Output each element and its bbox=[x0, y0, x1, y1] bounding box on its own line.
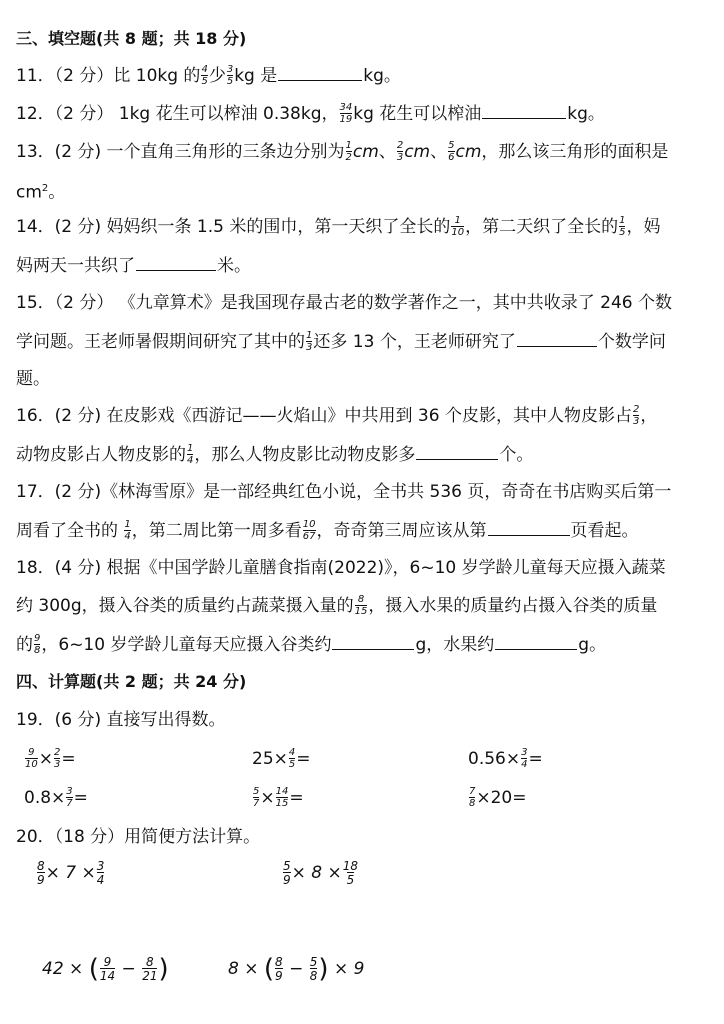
q20-e2-frac-a bbox=[283, 860, 291, 886]
q15-line2-text: 学问题。王老师暑假期间研究了其中的 bbox=[16, 332, 305, 352]
q20-expr-2 bbox=[282, 860, 359, 886]
question-16-line-2 bbox=[16, 443, 533, 466]
q19-e3-eq: = bbox=[528, 749, 543, 769]
q19-e1-op: × bbox=[38, 749, 53, 769]
q12-fraction bbox=[340, 103, 353, 125]
q20-e4-pre: 8 × bbox=[228, 959, 259, 979]
q20-expr-1 bbox=[36, 860, 105, 886]
question-18 bbox=[16, 557, 666, 579]
q19-e3-num: 3 bbox=[521, 747, 528, 758]
question-15-line-2 bbox=[16, 330, 666, 353]
q17-line2-tail: 页看起。 bbox=[570, 521, 639, 541]
q20-e3-op: − bbox=[121, 959, 136, 979]
q19-e1-a-den: 10 bbox=[25, 759, 38, 770]
q19-e5-a-den: 7 bbox=[253, 798, 260, 809]
q20-e3-pre: 42 × bbox=[42, 959, 84, 979]
q19-e3-pre: 0.56× bbox=[468, 749, 521, 769]
q20-e2-b-den: 5 bbox=[346, 873, 355, 887]
q19-e1-frac-b bbox=[54, 748, 60, 770]
q12-text-pre: 12．（2 分） 1kg 花生可以榨油 0.38kg， bbox=[16, 104, 339, 124]
q11-fraction-1 bbox=[201, 65, 207, 87]
q11-text-pre: 11．（2 分）比 10kg 的 bbox=[16, 66, 201, 86]
q19-e4-den: 7 bbox=[66, 798, 73, 809]
q18-line3-mid: ，6~10 岁学龄儿童每天应摄入谷类约 bbox=[41, 635, 332, 655]
q14-line2-tail: 米。 bbox=[217, 256, 251, 276]
q16-fraction-1 bbox=[633, 405, 639, 427]
q20-expr-4 bbox=[228, 954, 364, 984]
q19-e1-b-num: 2 bbox=[53, 747, 61, 758]
q14-line2-text: 妈两天一共织了 bbox=[16, 256, 135, 276]
q20-e2-a-num: 5 bbox=[283, 859, 291, 873]
q15-f-num: 1 bbox=[306, 330, 313, 341]
q15-line2-mid: 还多 13 个，王老师研究了 bbox=[313, 332, 516, 352]
q20-e1-frac-b bbox=[97, 860, 105, 886]
question-19-title: 19．(6 分) 直接写出得数。 bbox=[16, 710, 226, 730]
q19-e6-post: ×20= bbox=[476, 788, 527, 808]
question-11 bbox=[16, 64, 401, 87]
q12-answer-blank[interactable] bbox=[482, 102, 566, 119]
question-18-line-3 bbox=[16, 633, 606, 656]
q17-f2-num: 10 bbox=[302, 519, 316, 530]
q18-answer-blank-1[interactable] bbox=[332, 633, 414, 650]
q18-line3-tail: g。 bbox=[578, 635, 607, 655]
q19-e6-den: 8 bbox=[469, 798, 476, 809]
q13-sep-1: 、 bbox=[378, 142, 396, 162]
question-16 bbox=[16, 405, 657, 427]
q11-text-mid: 少 bbox=[208, 66, 226, 86]
q14-text-post: ，妈 bbox=[626, 217, 661, 237]
q18-f2-num: 9 bbox=[34, 633, 41, 644]
q18-f1-den: 15 bbox=[354, 606, 368, 617]
q20-e1-mid: × 7 × bbox=[45, 863, 96, 883]
q13-area-unit: cm bbox=[16, 182, 42, 203]
q20-e4-op: − bbox=[289, 959, 304, 979]
q17-line2-mid2: ，奇奇第三周应该从第 bbox=[316, 521, 487, 541]
q13-sep-2: 、 bbox=[430, 142, 448, 162]
q14-f1-den: 10 bbox=[451, 227, 465, 238]
q14-f1-num: 1 bbox=[454, 215, 461, 226]
q15-f-den: 3 bbox=[306, 342, 313, 353]
q20-e2-mid: × 8 × bbox=[291, 863, 342, 883]
question-13-line-2 bbox=[16, 178, 65, 204]
q13-b-num: 2 bbox=[396, 140, 404, 151]
q18-f1-num: 8 bbox=[357, 594, 365, 605]
q15-answer-blank[interactable] bbox=[517, 330, 597, 347]
q19-expr-4 bbox=[24, 787, 88, 809]
q17-line2-mid: ，第二周比第一周多看 bbox=[131, 521, 302, 541]
q19-e5-frac-b bbox=[276, 787, 289, 809]
q17-f1-den: 4 bbox=[124, 531, 131, 542]
q13-fraction-c bbox=[448, 141, 454, 163]
q12-text-tail: kg。 bbox=[567, 104, 605, 124]
q20-e1-b-den: 4 bbox=[96, 873, 105, 887]
q20-e3-a-den: 14 bbox=[99, 969, 116, 983]
q19-e6-num: 7 bbox=[469, 786, 476, 797]
q19-e1-eq: = bbox=[61, 749, 76, 769]
q18-fraction-1 bbox=[355, 595, 368, 617]
q11-f2-num: 3 bbox=[226, 64, 234, 75]
q12-text-post: kg 花生可以榨油 bbox=[353, 104, 482, 124]
q19-e5-eq: = bbox=[289, 788, 304, 808]
q14-text-pre: 14．(2 分) 妈妈织一条 1.5 米的围巾，第一天织了全长的 bbox=[16, 217, 451, 237]
q13-text-pre: 13．(2 分) 一个直角三角形的三条边分别为 bbox=[16, 142, 345, 162]
q17-fraction-1 bbox=[124, 520, 130, 542]
q16-line2-mid: ，那么人物皮影比动物皮影多 bbox=[194, 445, 416, 465]
q13-area-sup: 2 bbox=[41, 183, 49, 194]
q16-line1-tail: ， bbox=[640, 406, 658, 426]
q12-f-den: 19 bbox=[339, 114, 353, 125]
q13-fraction-a bbox=[346, 141, 352, 163]
q20-e3-frac-b bbox=[142, 956, 157, 982]
q16-line2-text: 动物皮影占人物皮影的 bbox=[16, 445, 186, 465]
q13-unit-c: cm bbox=[455, 142, 482, 162]
q20-e1-b-num: 3 bbox=[96, 859, 105, 873]
question-20-title: 20．（18 分）用简便方法计算。 bbox=[16, 827, 261, 847]
q18-f2-den: 8 bbox=[34, 645, 41, 656]
q19-e5-a-num: 5 bbox=[253, 786, 260, 797]
q15-line2-tail: 个数学问 bbox=[597, 332, 666, 352]
q20-e3-b-num: 8 bbox=[146, 955, 154, 969]
q19-expr-6 bbox=[468, 787, 527, 809]
q18-line2-tail: ，摄入水果的质量约占摄入谷类的质量 bbox=[368, 596, 658, 616]
q11-f2-den: 5 bbox=[226, 76, 234, 87]
question-18-line-2 bbox=[16, 595, 657, 617]
q18-line2-text: 约 300g，摄入谷类的质量约占蔬菜摄入量的 bbox=[16, 596, 354, 616]
q16-f1-den: 3 bbox=[632, 416, 640, 427]
question-17-line-2 bbox=[16, 519, 639, 542]
q19-e3-den: 4 bbox=[521, 759, 528, 770]
q14-f2-den: 5 bbox=[619, 227, 626, 238]
q13-c-den: 6 bbox=[448, 152, 455, 163]
q14-fraction-2 bbox=[619, 216, 625, 238]
q17-fraction-2 bbox=[303, 520, 316, 542]
q20-e3-frac-a bbox=[100, 956, 115, 982]
q20-e4-post: × 9 bbox=[333, 959, 365, 979]
q17-line1: 17．(2 分)《林海雪原》是一部经典红色小说，全书共 536 页，奇奇在书店购买后第一 bbox=[16, 482, 672, 502]
q17-answer-blank[interactable] bbox=[488, 519, 570, 536]
q16-line1-text: 16．(2 分) 在皮影戏《西游记——火焰山》中共用到 36 个皮影，其中人物皮影占 bbox=[16, 406, 632, 426]
q13-end: 。 bbox=[48, 182, 66, 203]
q14-answer-blank[interactable] bbox=[136, 254, 216, 271]
q16-fraction-2 bbox=[187, 444, 193, 466]
q11-f1-den: 5 bbox=[201, 76, 208, 87]
question-13 bbox=[16, 141, 668, 163]
q20-e3-b-den: 21 bbox=[142, 969, 158, 983]
q19-expr-5 bbox=[252, 787, 304, 809]
q20-e4-frac-b bbox=[310, 956, 318, 982]
q18-fraction-2 bbox=[34, 634, 40, 656]
q12-f-num: 34 bbox=[339, 102, 353, 113]
question-14-line-2 bbox=[16, 254, 251, 277]
q20-e2-a-den: 9 bbox=[283, 873, 291, 887]
q13-text-post: ，那么该三角形的面积是 bbox=[481, 142, 669, 162]
q13-a-den: 2 bbox=[345, 152, 352, 163]
q19-e2-frac bbox=[289, 748, 295, 770]
q13-b-den: 3 bbox=[396, 152, 404, 163]
q19-e5-b-num: 14 bbox=[275, 786, 289, 797]
q14-text-mid: ，第二天织了全长的 bbox=[465, 217, 619, 237]
q15-line1: 15．（2 分） 《九章算术》是我国现存最古老的数学著作之一，其中共收录了 246 个数 bbox=[16, 293, 673, 313]
q19-e3-frac bbox=[521, 748, 527, 770]
q19-e4-eq: = bbox=[73, 788, 88, 808]
q19-expr-2 bbox=[252, 748, 311, 770]
q20-e2-b-num: 18 bbox=[342, 859, 359, 873]
q19-e4-num: 3 bbox=[66, 786, 73, 797]
q13-unit-b: cm bbox=[404, 142, 431, 162]
q20-e4-left-paren: ( bbox=[263, 954, 275, 984]
question-15 bbox=[16, 292, 672, 314]
q20-e1-a-den: 9 bbox=[37, 873, 45, 887]
q19-e1-frac-a bbox=[25, 748, 38, 770]
q19-e5-frac-a bbox=[253, 787, 259, 809]
q18-line3-text: 的 bbox=[16, 635, 33, 655]
q19-e2-num: 4 bbox=[288, 747, 296, 758]
q20-e3-left-paren: ( bbox=[88, 954, 99, 984]
q19-e2-den: 5 bbox=[288, 759, 296, 770]
q19-e5-op: × bbox=[260, 788, 275, 808]
q17-line2-text: 周看了全书的 bbox=[16, 521, 124, 541]
q18-line1: 18．(4 分) 根据《中国学龄儿童膳食指南(2022)》，6~10 岁学龄儿童每天应摄入蔬菜 bbox=[16, 558, 666, 578]
q18-answer-blank-2[interactable] bbox=[495, 633, 577, 650]
q18-line3-mid2: g，水果约 bbox=[415, 635, 495, 655]
section-4-title: 四、计算题(共 2 题；共 24 分) bbox=[16, 672, 247, 691]
q20-e2-frac-b bbox=[343, 860, 358, 886]
question-14 bbox=[16, 216, 660, 238]
q14-f2-num: 1 bbox=[619, 215, 626, 226]
q11-fraction-2 bbox=[227, 65, 233, 87]
question-17 bbox=[16, 481, 671, 503]
q20-e1-a-num: 8 bbox=[37, 859, 45, 873]
q20-e4-a-num: 8 bbox=[275, 955, 283, 969]
q20-e1-frac-a bbox=[37, 860, 45, 886]
q20-e4-b-den: 8 bbox=[309, 969, 318, 983]
q20-e4-right-paren: ) bbox=[318, 954, 329, 984]
q19-expr-3 bbox=[468, 748, 543, 770]
q19-e1-a-num: 9 bbox=[28, 747, 35, 758]
q20-e4-a-den: 9 bbox=[275, 969, 283, 983]
q20-e3-right-paren: ) bbox=[158, 954, 169, 984]
q17-f1-num: 1 bbox=[124, 519, 131, 530]
q20-e4-frac-a bbox=[275, 956, 283, 982]
q11-text-tail: kg。 bbox=[363, 66, 401, 86]
q19-e6-frac bbox=[469, 787, 475, 809]
q20-e4-b-num: 5 bbox=[309, 955, 318, 969]
question-12 bbox=[16, 102, 605, 125]
q16-line2-tail: 个。 bbox=[499, 445, 534, 465]
q19-e2-pre: 25× bbox=[252, 749, 288, 769]
q15-fraction bbox=[306, 331, 312, 353]
q14-fraction-1 bbox=[451, 216, 464, 238]
q16-f1-num: 2 bbox=[632, 404, 640, 415]
q20-expr-3 bbox=[42, 954, 169, 984]
q19-e2-eq: = bbox=[296, 749, 311, 769]
q13-a-num: 1 bbox=[345, 140, 352, 151]
q13-unit-a: cm bbox=[352, 142, 379, 162]
q11-f1-num: 4 bbox=[201, 64, 208, 75]
q20-e3-a-num: 9 bbox=[103, 955, 112, 969]
q13-fraction-b bbox=[397, 141, 403, 163]
q19-e4-frac bbox=[66, 787, 72, 809]
q19-e5-b-den: 15 bbox=[275, 798, 289, 809]
q11-text-post: kg 是 bbox=[234, 66, 278, 86]
q17-f2-den: 67 bbox=[302, 531, 316, 542]
q13-c-num: 5 bbox=[448, 140, 455, 151]
section-3-title: 三、填空题(共 8 题；共 18 分) bbox=[16, 29, 247, 48]
q19-e1-b-den: 3 bbox=[53, 759, 61, 770]
q16-f2-den: 4 bbox=[187, 455, 194, 466]
q11-answer-blank[interactable] bbox=[278, 64, 362, 81]
question-15-line-3: 题。 bbox=[16, 369, 50, 389]
q19-e4-pre: 0.8× bbox=[24, 788, 66, 808]
q16-answer-blank[interactable] bbox=[416, 443, 498, 460]
q19-expr-1 bbox=[24, 748, 76, 770]
q16-f2-num: 1 bbox=[187, 443, 194, 454]
